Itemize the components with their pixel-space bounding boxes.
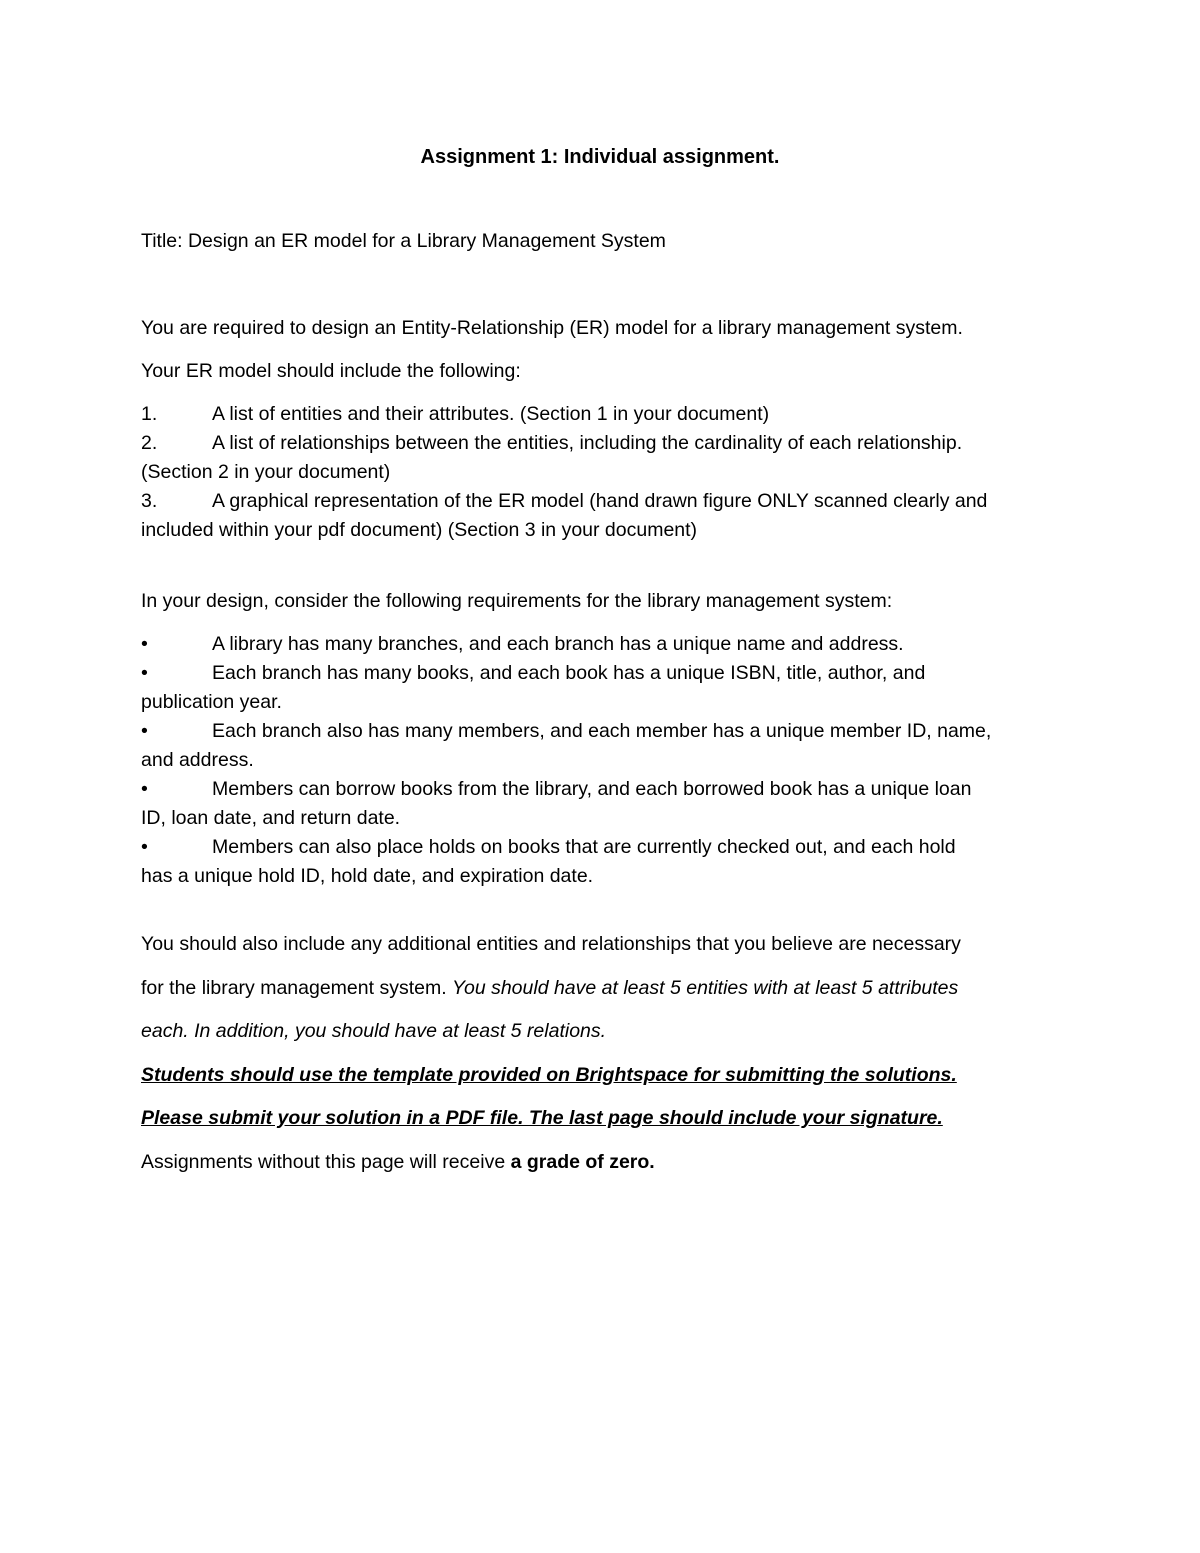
numbered-item-3 (141, 487, 1071, 516)
additional-line-3: each. In addition, you should have at least 5 relations. (141, 1020, 607, 1042)
numbered-item-2-continued: (Section 2 in your document) (141, 461, 391, 483)
include-lead: Your ER model should include the following: (141, 360, 521, 382)
bullet-item-5 (141, 833, 1071, 862)
bullet-item-3-continued: and address. (141, 749, 254, 771)
numbered-item-2 (141, 429, 1071, 458)
final-warning (141, 1148, 1071, 1177)
list-number: 1. (141, 403, 158, 425)
final-warning-plain: Assignments without this page will receive (141, 1151, 511, 1173)
bullet-text: Members can borrow books from the library, and each borrowed book has a unique loan (212, 778, 972, 800)
additional-line-2 (141, 974, 1071, 1003)
list-item-text: A list of relationships between the entities, including the cardinality of each relationship. (212, 432, 963, 454)
list-item-text: A list of entities and their attributes. (Section 1 in your document) (212, 403, 770, 425)
bullet-marker: • (141, 662, 148, 684)
numbered-list (141, 400, 1071, 545)
bullet-item-4-continued: ID, loan date, and return date. (141, 807, 401, 829)
bullet-marker: • (141, 633, 148, 655)
intro-paragraph: You are required to design an Entity-Relationship (ER) model for a library management system. (141, 317, 963, 339)
template-note: Students should use the template provided on Brightspace for submitting the solutions. (141, 1064, 957, 1086)
bullet-item-1 (141, 630, 1071, 659)
list-number: 2. (141, 432, 158, 454)
bullet-item-3 (141, 717, 1071, 746)
bullet-item-2 (141, 659, 1071, 688)
numbered-item-1 (141, 400, 1071, 429)
requirements-lead: In your design, consider the following requirements for the library management system: (141, 590, 893, 612)
bullet-marker: • (141, 720, 148, 742)
bullet-item-4 (141, 775, 1071, 804)
numbered-item-3-continued: included within your pdf document) (Section 3 in your document) (141, 519, 698, 541)
additional-line-2-italic: You should have at least 5 entities with at least 5 attributes (452, 977, 959, 999)
additional-line-2-plain: for the library management system. (141, 977, 453, 999)
list-item-text: A graphical representation of the ER model (hand drawn figure ONLY scanned clearly and (212, 490, 988, 512)
title-line: Title: Design an ER model for a Library Management System (141, 230, 666, 252)
bullet-item-5-continued: has a unique hold ID, hold date, and expiration date. (141, 865, 594, 887)
bullet-marker: • (141, 778, 148, 800)
requirements-bullet-list (141, 630, 1071, 891)
list-number: 3. (141, 490, 158, 512)
additional-line-1: You should also include any additional entities and relationships that you believe are necessary (141, 933, 961, 955)
bullet-item-2-continued: publication year. (141, 691, 282, 713)
pdf-submission-note: Please submit your solution in a PDF file. The last page should include your signature. (141, 1107, 943, 1129)
final-warning-bold: a grade of zero. (510, 1151, 655, 1173)
assignment-heading: Assignment 1: Individual assignment. (420, 146, 780, 168)
bullet-text: Each branch has many books, and each book has a unique ISBN, title, author, and (212, 662, 926, 684)
bullet-text: A library has many branches, and each branch has a unique name and address. (212, 633, 904, 655)
bullet-text: Members can also place holds on books that are currently checked out, and each hold (212, 836, 956, 858)
bullet-text: Each branch also has many members, and each member has a unique member ID, name, (212, 720, 992, 742)
bullet-marker: • (141, 836, 148, 858)
